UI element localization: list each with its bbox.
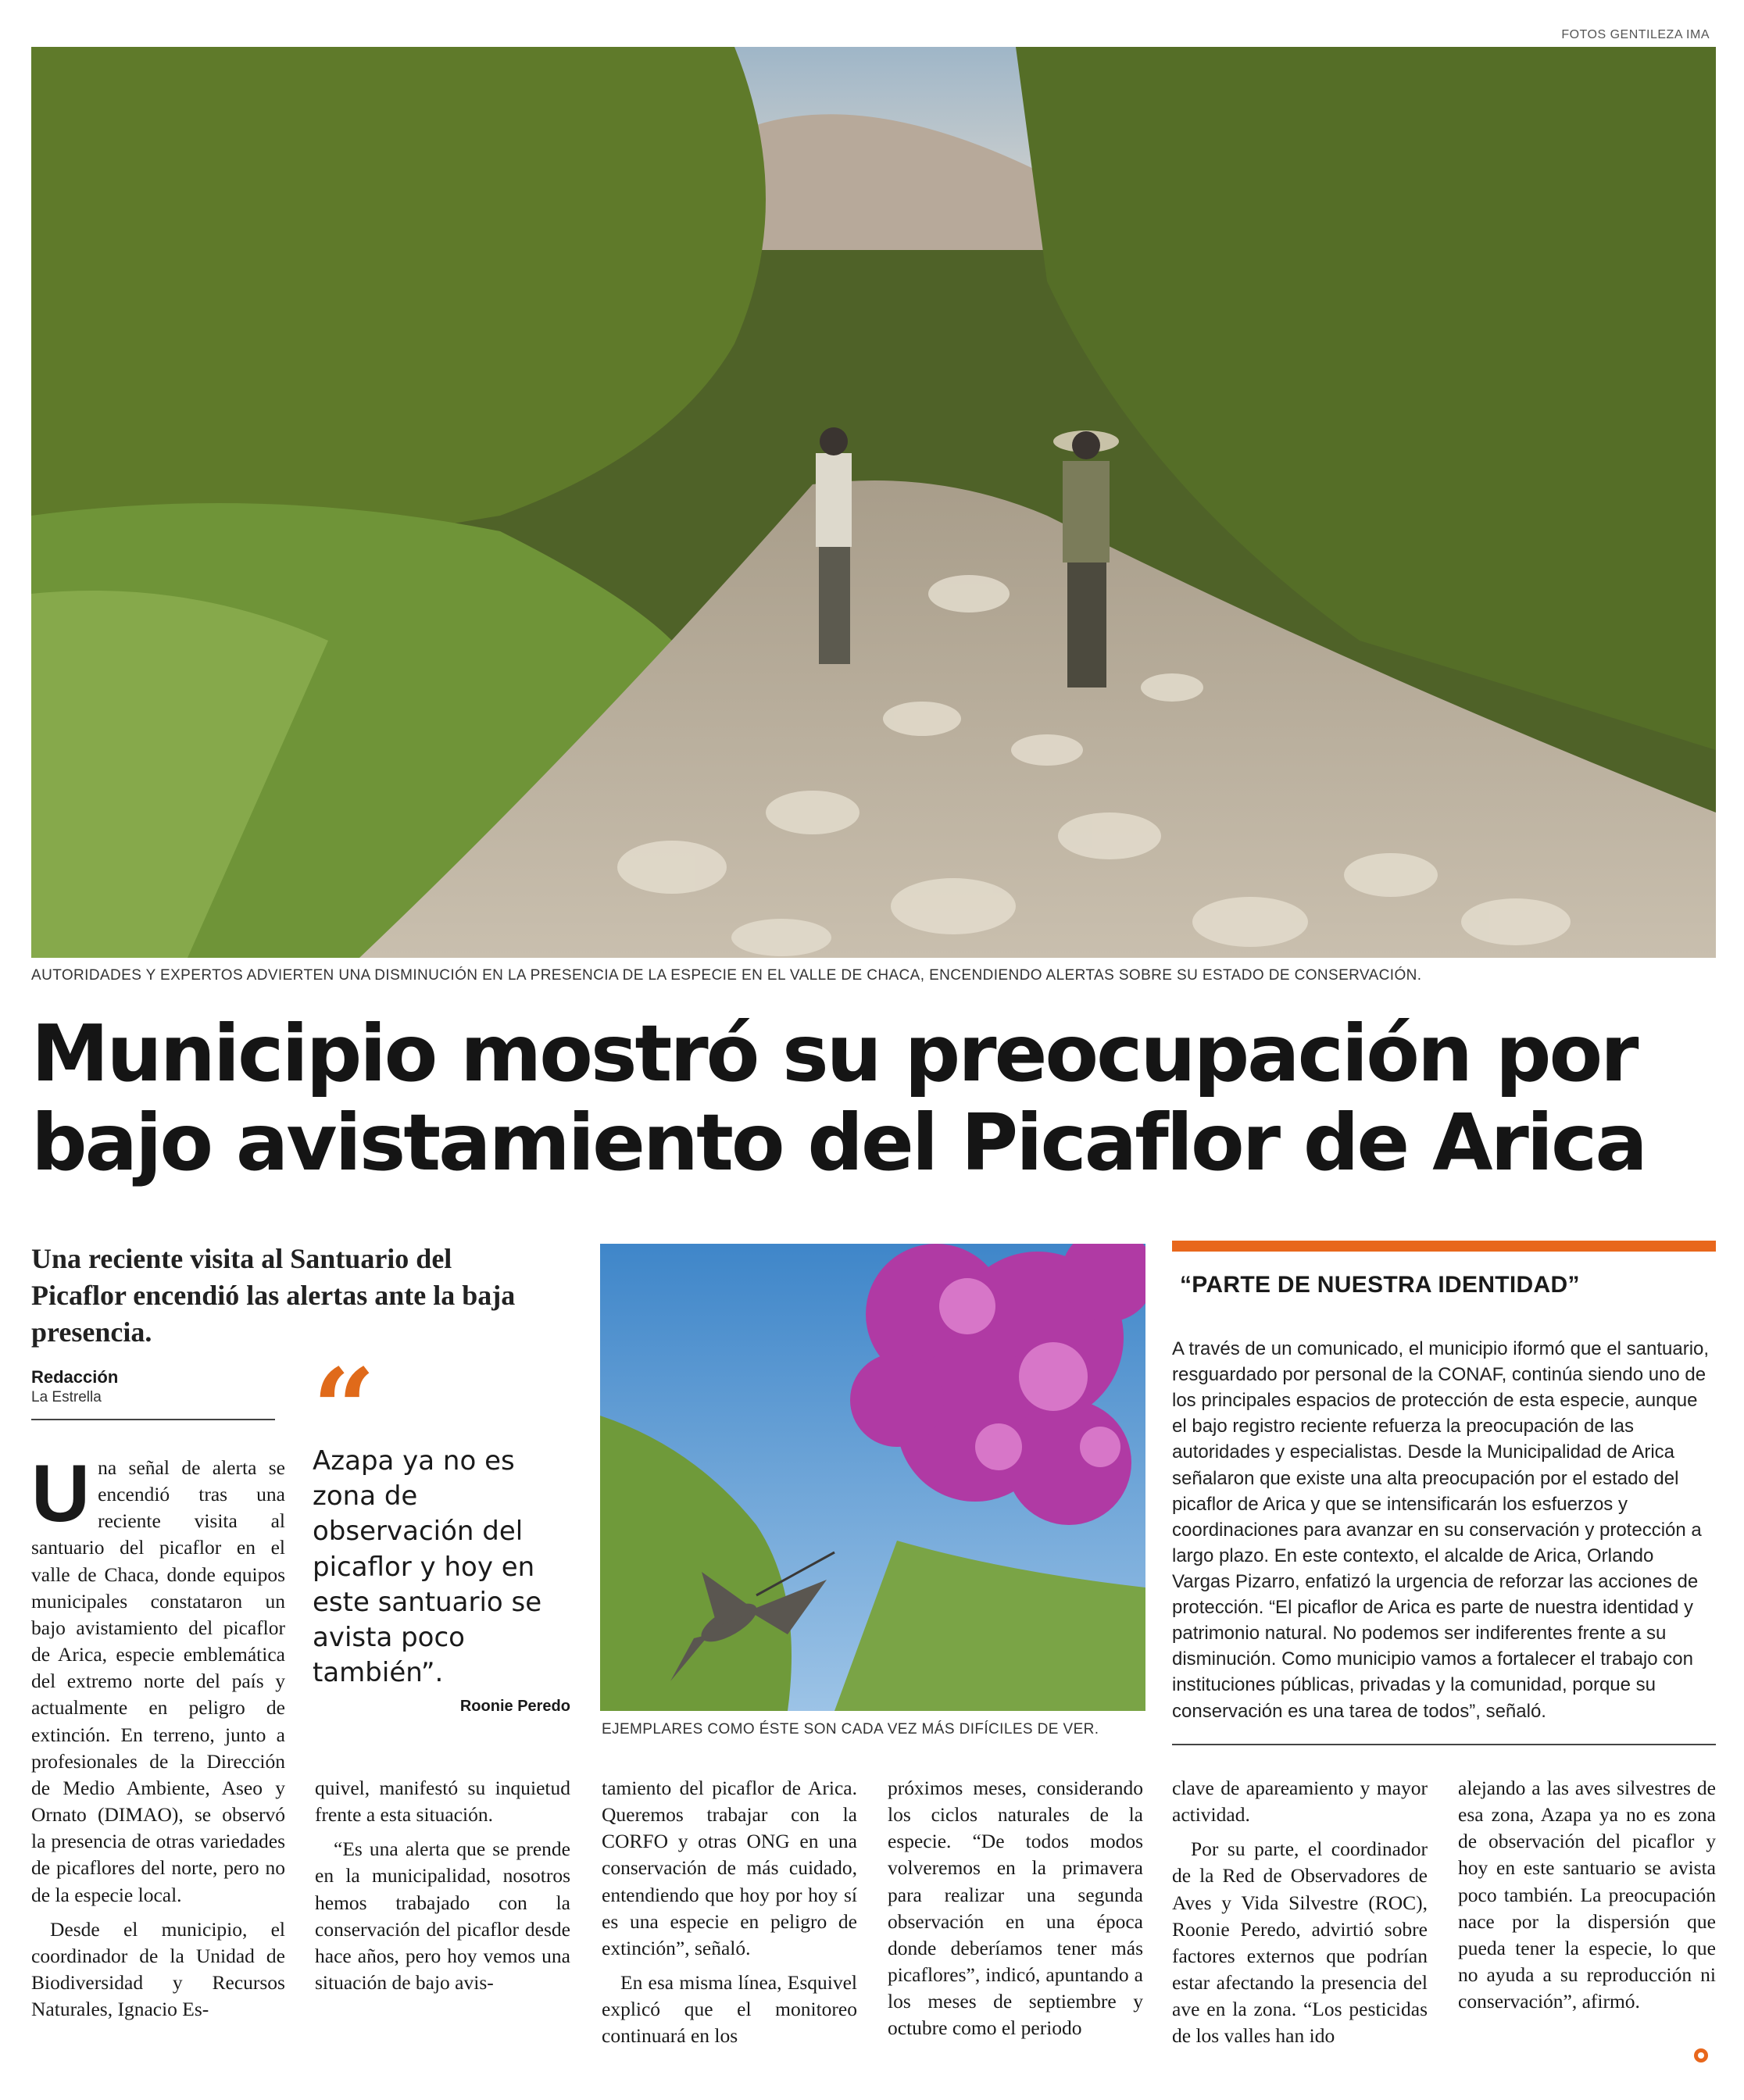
body-paragraph: quivel, manifestó su inquietud frente a esta situación. [315,1777,570,1827]
byline-paper: La Estrella [31,1389,102,1405]
byline [31,1367,275,1420]
main-photo [31,47,1716,958]
deck: Una reciente visita al Santuario del Picaflor encendió las alertas ante la baja presencia. [31,1243,516,1348]
body-paragraph: próximos meses, considerando los ciclos naturales de la especie. “De todos modos volveremos en la primavera para realizar una segunda observación en una época donde deberíamos tener más picaflores”, indicó, apuntando a los meses de septiembre y octubre como el periodo [888,1777,1143,2040]
dropcap: U [31,1448,91,1539]
body-paragraph: alejando a las aves silvestres de esa zona, Azapa ya no es zona de observación del picaflor y hoy en este santuario se avista poco también. La preocupación nace por la dispersión que pueda tener la especie, lo que no ayuda a su reproducción ni conservación”, afirmó. [1458,1777,1716,2013]
end-of-article-icon [1694,2048,1708,2062]
quote-text: Azapa ya no es zona de observación del picaflor y hoy en este santuario se avista poco también”. [313,1445,542,1689]
sidebar-divider [1172,1744,1716,1745]
main-photo-caption: AUTORIDADES Y EXPERTOS ADVIERTEN UNA DISMINUCIÓN EN LA PRESENCIA DE LA ESPECIE EN EL VALLE DE CHACA, ENCENDIENDO ALERTAS SOBRE SU ESTADO DE CONSERVACIÓN. [31,967,1422,984]
sidebar-box [1172,1241,1716,1724]
headline-line-2: bajo avistamiento del Picaflor de Arica [31,1097,1646,1188]
body-column-5 [1172,1775,1428,2058]
bird-photo-caption: EJEMPLARES COMO ÉSTE SON CADA VEZ MÁS DIFÍCILES DE VER. [602,1721,1099,1738]
byline-author: Redacción [31,1367,119,1387]
body-paragraph: na señal de alerta se encendió tras una reciente visita al santuario del picaflor en el valle de Chaca, donde equipos municipales constataron un bajo avistamiento del picaflor de Arica, especie emblemática del extremo norte del país y actualmente en peligro de extinción. En terreno, junto a profesionales de la Dirección de Medio Ambiente, Aseo y Ornato (DIMAO), se observó la presencia de otras variedades de picaflores del norte, pero no de la especie local. [31,1456,285,1906]
body-paragraph: En esa misma línea, Esquivel explicó que el monitoreo continuará en los [602,1971,857,2048]
hummingbird-flower-photo-icon [600,1244,1145,1711]
photo-credit: FOTOS GENTILEZA IMA [1561,28,1710,41]
body-column-3 [602,1775,857,2058]
quote-mark-icon: “ [313,1345,376,1473]
body-column-1 [31,1448,285,2030]
body-paragraph: “Es una alerta que se prende en la municipalidad, nosotros hemos trabajado con la conservación del picaflor desde hace años, pero hoy vemos una situación de bajo avis- [315,1838,570,1995]
body-paragraph: tamiento del picaflor de Arica. Queremos trabajar con la CORFO y otras ONG en una conservación de más cuidado, entendiendo que hoy por hoy sí es una especie en peligro de extinción”, señaló. [602,1777,857,1959]
body-paragraph: Desde el municipio, el coordinador de la Unidad de Biodiversidad y Recursos Naturales, Ignacio Es- [31,1917,285,2021]
sidebar-title: “PARTE DE NUESTRA IDENTIDAD” [1180,1272,1580,1298]
sidebar-accent-bar [1172,1241,1716,1252]
pull-quote [313,1345,570,1716]
body-paragraph: clave de apareamiento y mayor actividad. [1172,1777,1428,1827]
body-paragraph: Por su parte, el coordinador de la Red de Observadores de Aves y Vida Silvestre (ROC), Roonie Peredo, advirtió sobre factores externos que podrían estar afectando la presencia del ave en la zona. “Los pesticidas de los valles han ido [1172,1838,1428,2048]
quote-author: Roonie Peredo [459,1697,570,1715]
body-column-6 [1458,1775,1716,2023]
dry-riverbed-photo-icon [31,47,1716,958]
body-column-2 [315,1775,570,2004]
body-column-4 [888,1775,1143,2050]
headline-line-1: Municipio mostró su preocupación por [31,1008,1637,1099]
headline [31,1009,1727,1188]
sidebar-text: A través de un comunicado, el municipio iformó que el santuario, resguardado por personal de la CONAF, continúa siendo uno de los principales espacios de protección de esta especie, aunque el bajo registro reciente refuerza la preocupación de las autoridades y especialistas. Desde la Municipalidad de Arica señalaron que existe una alta preocupación por el estado del picaflor de Arica y que se intensificarán los esfuerzos y coordinaciones para avanzar en su conservación y protección a largo plazo. En este contexto, el alcalde de Arica, Orlando Vargas Pizarro, enfatizó la urgencia de reforzar las acciones de protección. “El picaflor de Arica es parte de nuestra identidad y patrimonio natural. No podemos ser indiferentes frente a su disminución. Como municipio vamos a fortalecer el trabajo con instituciones públicas, privadas y la comunidad, porque su conservación es una tarea de todos”, señaló. [1172,1338,1710,1722]
hummingbird-photo [600,1244,1145,1711]
